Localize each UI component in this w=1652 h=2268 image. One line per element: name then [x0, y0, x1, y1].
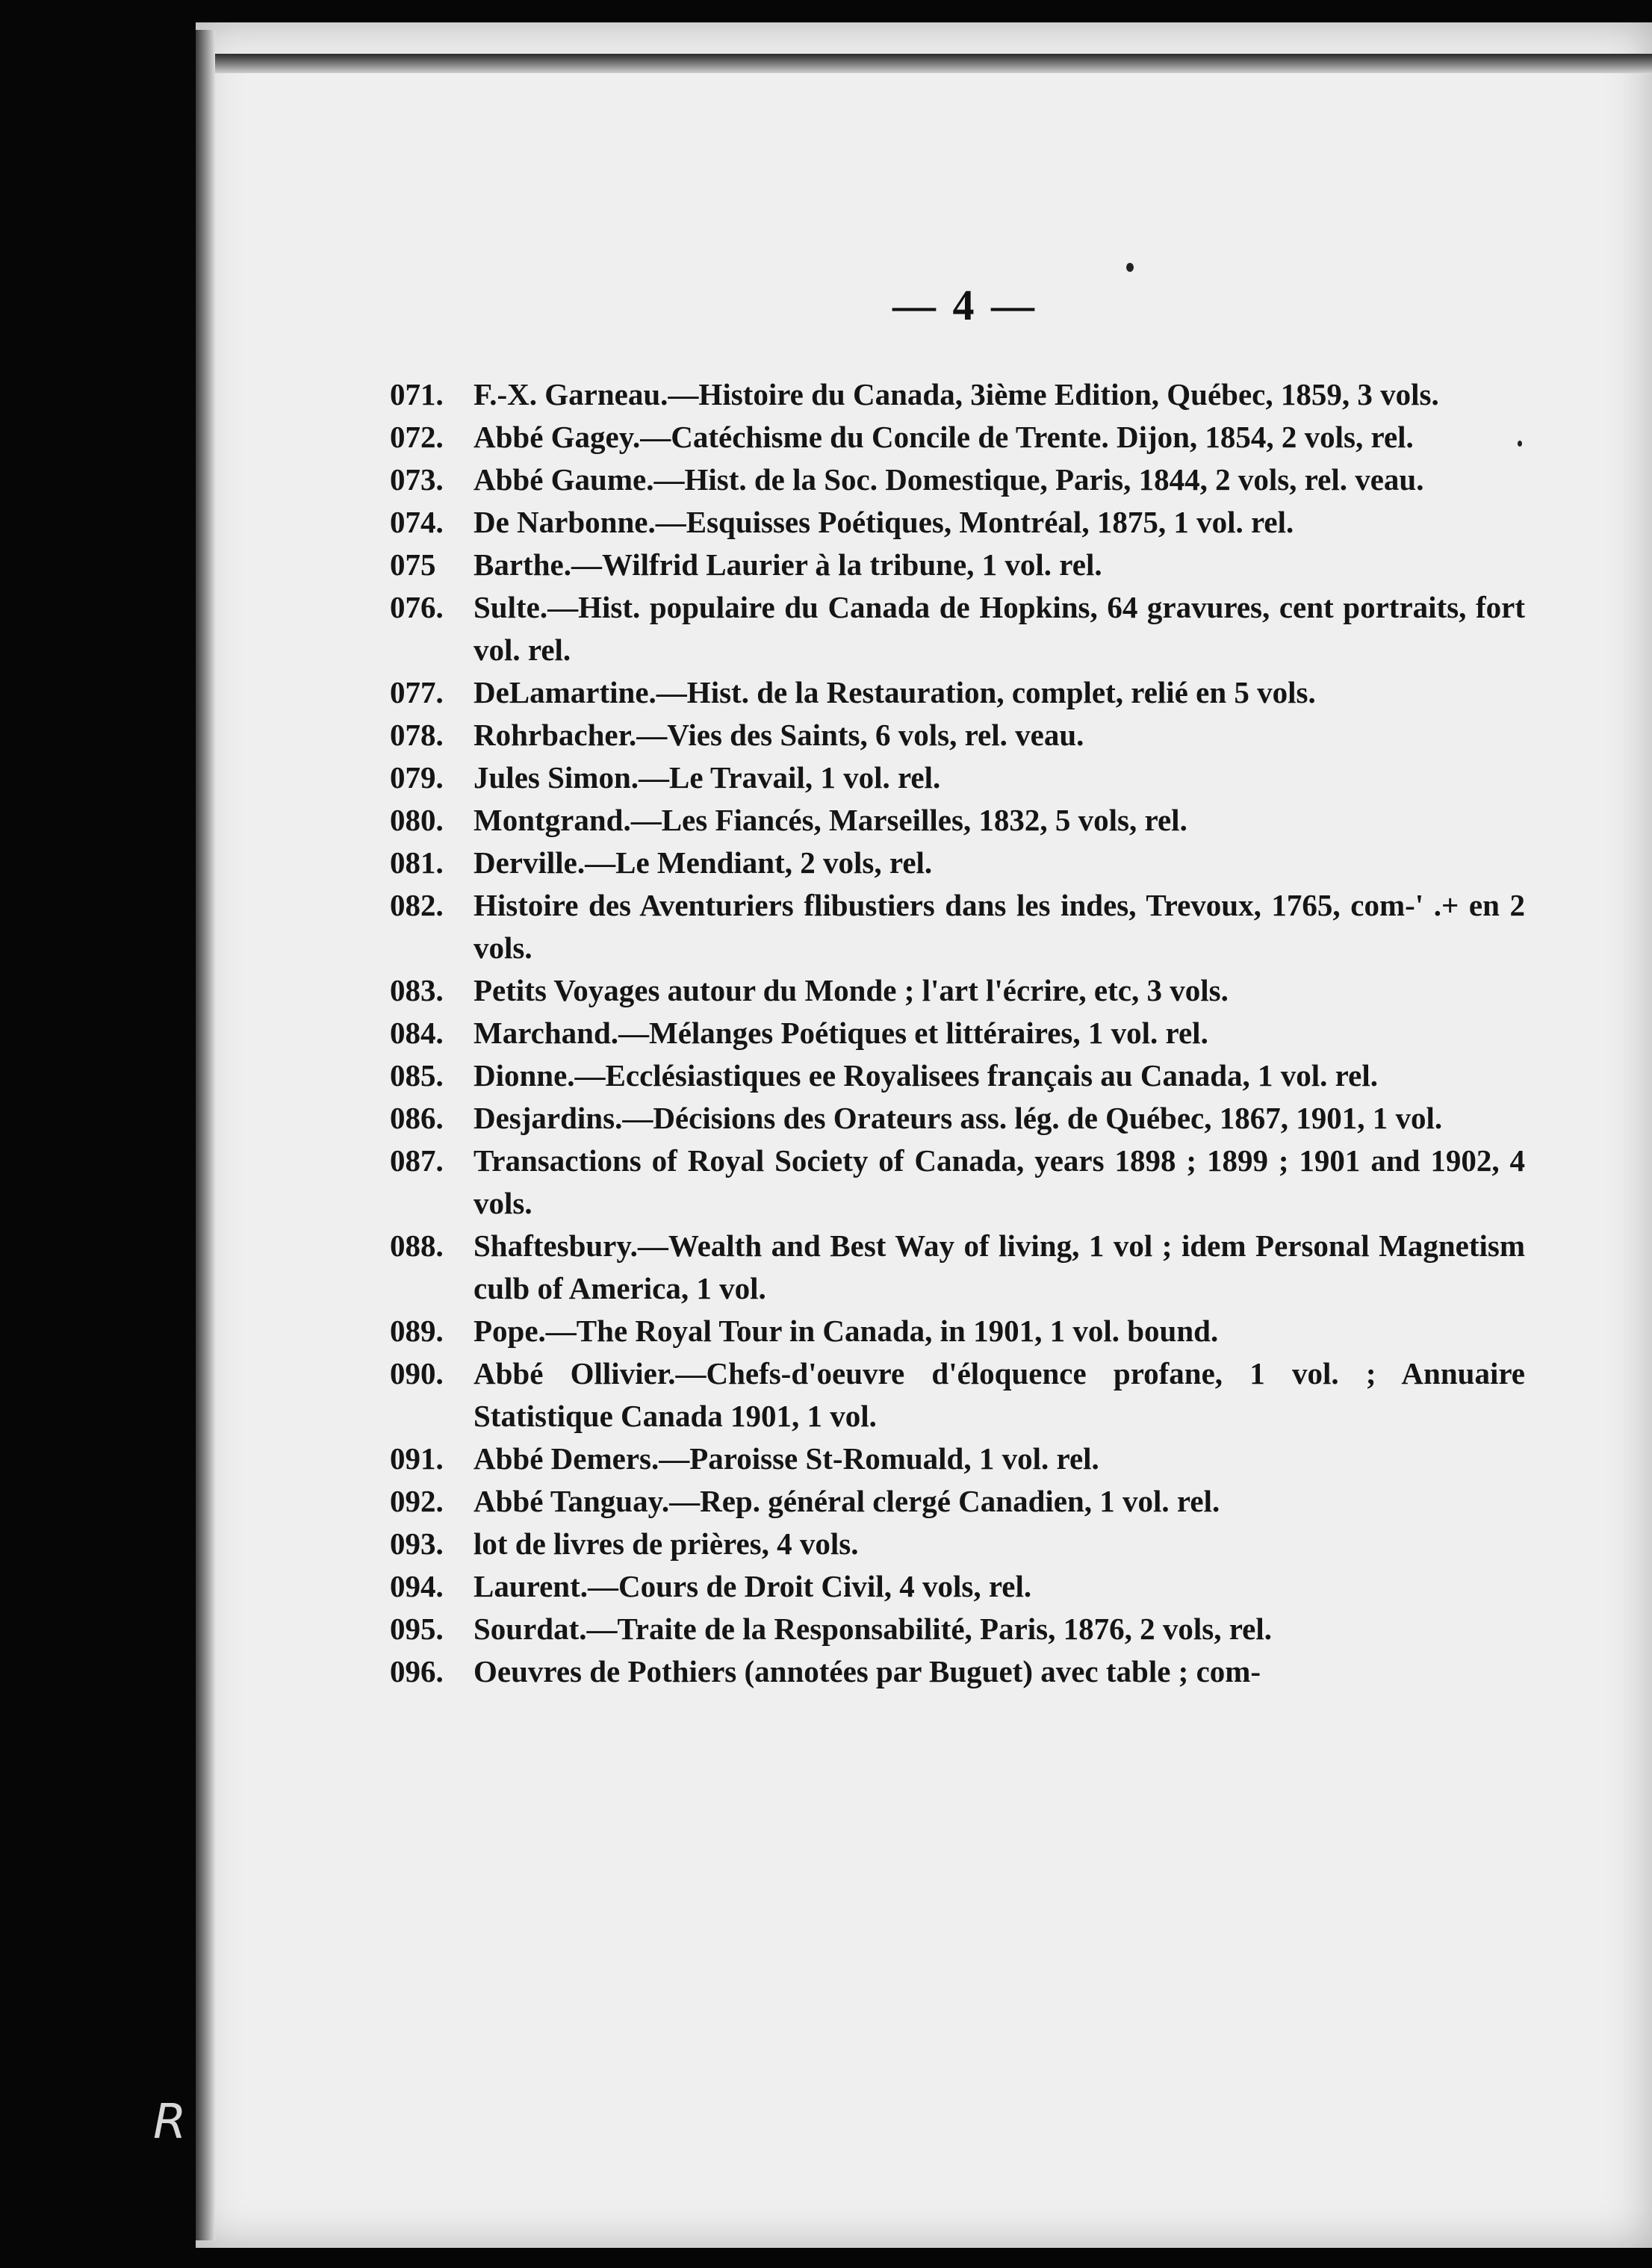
catalogue-entry	[390, 501, 1525, 544]
catalogue-entry	[390, 1438, 1525, 1480]
margin-handwritten-mark: R	[153, 2095, 187, 2150]
entry-text: Petits Voyages autour du Monde ; l'art l'écrire, etc, 3 vols.	[473, 973, 1229, 1007]
entry-number: 087.	[390, 1143, 444, 1178]
entry-number: 081.	[390, 845, 444, 880]
entry-number: 088.	[390, 1228, 444, 1263]
entry-number: 083.	[390, 973, 444, 1007]
catalogue-entry	[390, 1650, 1525, 1693]
entry-number: 091.	[390, 1441, 444, 1476]
entry-text: Derville.—Le Mendiant, 2 vols, rel.	[473, 845, 933, 880]
catalogue-entry	[390, 1608, 1525, 1650]
catalogue-entry	[390, 1097, 1525, 1140]
catalogue-entry	[390, 969, 1525, 1012]
entry-text: Abbé Ollivier.—Chefs-d'oeuvre d'éloquence profane, 1 vol. ; Annuaire Statistique Canada 1901, 1 vol.	[473, 1356, 1525, 1433]
entry-number: 075	[390, 547, 436, 582]
catalogue-entry	[390, 1225, 1525, 1310]
entry-number: 078.	[390, 718, 444, 752]
catalogue-entry	[390, 1480, 1525, 1523]
catalogue-entry	[390, 459, 1525, 501]
catalogue-entry	[390, 1054, 1525, 1097]
entry-text: Abbé Gagey.—Catéchisme du Concile de Trente. Dijon, 1854, 2 vols, rel.	[473, 420, 1414, 454]
entry-number: 089.	[390, 1314, 444, 1348]
entry-number: 092.	[390, 1484, 444, 1518]
catalogue-entry	[390, 373, 1525, 416]
entry-number: 073.	[390, 462, 444, 497]
catalogue-entry	[390, 799, 1525, 842]
catalogue-entry	[390, 1352, 1525, 1438]
entry-number: 076.	[390, 590, 444, 624]
entry-text: Abbé Tanguay.—Rep. général clergé Canadien, 1 vol. rel.	[473, 1484, 1220, 1518]
entry-text: lot de livres de prières, 4 vols.	[473, 1526, 859, 1561]
entry-text: Barthe.—Wilfrid Laurier à la tribune, 1 vol. rel.	[473, 547, 1102, 582]
entry-text: Shaftesbury.—Wealth and Best Way of living, 1 vol ; idem Personal Magnetism culb of America, 1 vol.	[473, 1228, 1525, 1305]
entry-text: Transactions of Royal Society of Canada, years 1898 ; 1899 ; 1901 and 1902, 4 vols.	[473, 1143, 1525, 1220]
entry-text: Laurent.—Cours de Droit Civil, 4 vols, rel.	[473, 1569, 1032, 1603]
entry-number: 085.	[390, 1058, 444, 1093]
entry-number: 072.	[390, 420, 444, 454]
entry-text: Histoire des Aventuriers flibustiers dans les indes, Trevoux, 1765, com-' .+ en 2 vols.	[473, 888, 1525, 965]
catalogue-entry	[390, 842, 1525, 884]
page-top-edge	[196, 54, 1652, 73]
entry-number: 074.	[390, 505, 444, 539]
entry-text: F.-X. Garneau.—Histoire du Canada, 3ième Edition, Québec, 1859, 3 vols.	[473, 377, 1439, 411]
entry-text: Marchand.—Mélanges Poétiques et littéraires, 1 vol. rel.	[473, 1016, 1208, 1050]
entry-text: Pope.—The Royal Tour in Canada, in 1901, 1 vol. bound.	[473, 1314, 1219, 1348]
entry-text: Abbé Demers.—Paroisse St-Romuald, 1 vol. rel.	[473, 1441, 1099, 1476]
entry-number: 079.	[390, 760, 444, 795]
catalogue-entry	[390, 714, 1525, 756]
entry-text: Sourdat.—Traite de la Responsabilité, Paris, 1876, 2 vols, rel.	[473, 1612, 1273, 1646]
page-left-edge	[196, 30, 215, 2240]
entry-text: Dionne.—Ecclésiastiques ee Royalisees français au Canada, 1 vol. rel.	[473, 1058, 1378, 1093]
page-number: — 4 —	[892, 281, 1037, 329]
entry-number: 096.	[390, 1654, 444, 1688]
entry-number: 084.	[390, 1016, 444, 1050]
entry-text: Rohrbacher.—Vies des Saints, 6 vols, rel. veau.	[473, 718, 1084, 752]
entry-number: 095.	[390, 1612, 444, 1646]
entry-number: 080.	[390, 803, 444, 837]
entry-text: Jules Simon.—Le Travail, 1 vol. rel.	[473, 760, 941, 795]
entry-text: DeLamartine.—Hist. de la Restauration, complet, relié en 5 vols.	[473, 675, 1316, 709]
entry-text: De Narbonne.—Esquisses Poétiques, Montréal, 1875, 1 vol. rel.	[473, 505, 1294, 539]
print-speck	[1126, 263, 1134, 272]
catalogue-entry	[390, 416, 1525, 459]
catalogue-entry	[390, 544, 1525, 586]
print-speck	[1518, 441, 1522, 447]
catalogue-entry	[390, 1565, 1525, 1608]
entry-text: Desjardins.—Décisions des Orateurs ass. lég. de Québec, 1867, 1901, 1 vol.	[473, 1101, 1443, 1135]
entry-text: Oeuvres de Pothiers (annotées par Buguet) avec table ; com-	[473, 1654, 1261, 1688]
entry-number: 071.	[390, 377, 444, 411]
entry-text: Sulte.—Hist. populaire du Canada de Hopkins, 64 gravures, cent portraits, fort vol. rel.	[473, 590, 1525, 667]
entry-number: 086.	[390, 1101, 444, 1135]
entry-number: 094.	[390, 1569, 444, 1603]
catalogue-entry	[390, 1310, 1525, 1352]
catalogue-entry-list	[390, 373, 1525, 1693]
entry-text: Abbé Gaume.—Hist. de la Soc. Domestique, Paris, 1844, 2 vols, rel. veau.	[473, 462, 1424, 497]
catalogue-entry	[390, 1523, 1525, 1565]
catalogue-entry	[390, 1140, 1525, 1225]
entry-text: Montgrand.—Les Fiancés, Marseilles, 1832, 5 vols, rel.	[473, 803, 1187, 837]
entry-number: 093.	[390, 1526, 444, 1561]
catalogue-entry	[390, 756, 1525, 799]
entry-number: 077.	[390, 675, 444, 709]
entry-number: 090.	[390, 1356, 444, 1391]
catalogue-entry	[390, 884, 1525, 969]
catalogue-entry	[390, 671, 1525, 714]
entry-number: 082.	[390, 888, 444, 922]
catalogue-entry	[390, 1012, 1525, 1054]
catalogue-entry	[390, 586, 1525, 671]
